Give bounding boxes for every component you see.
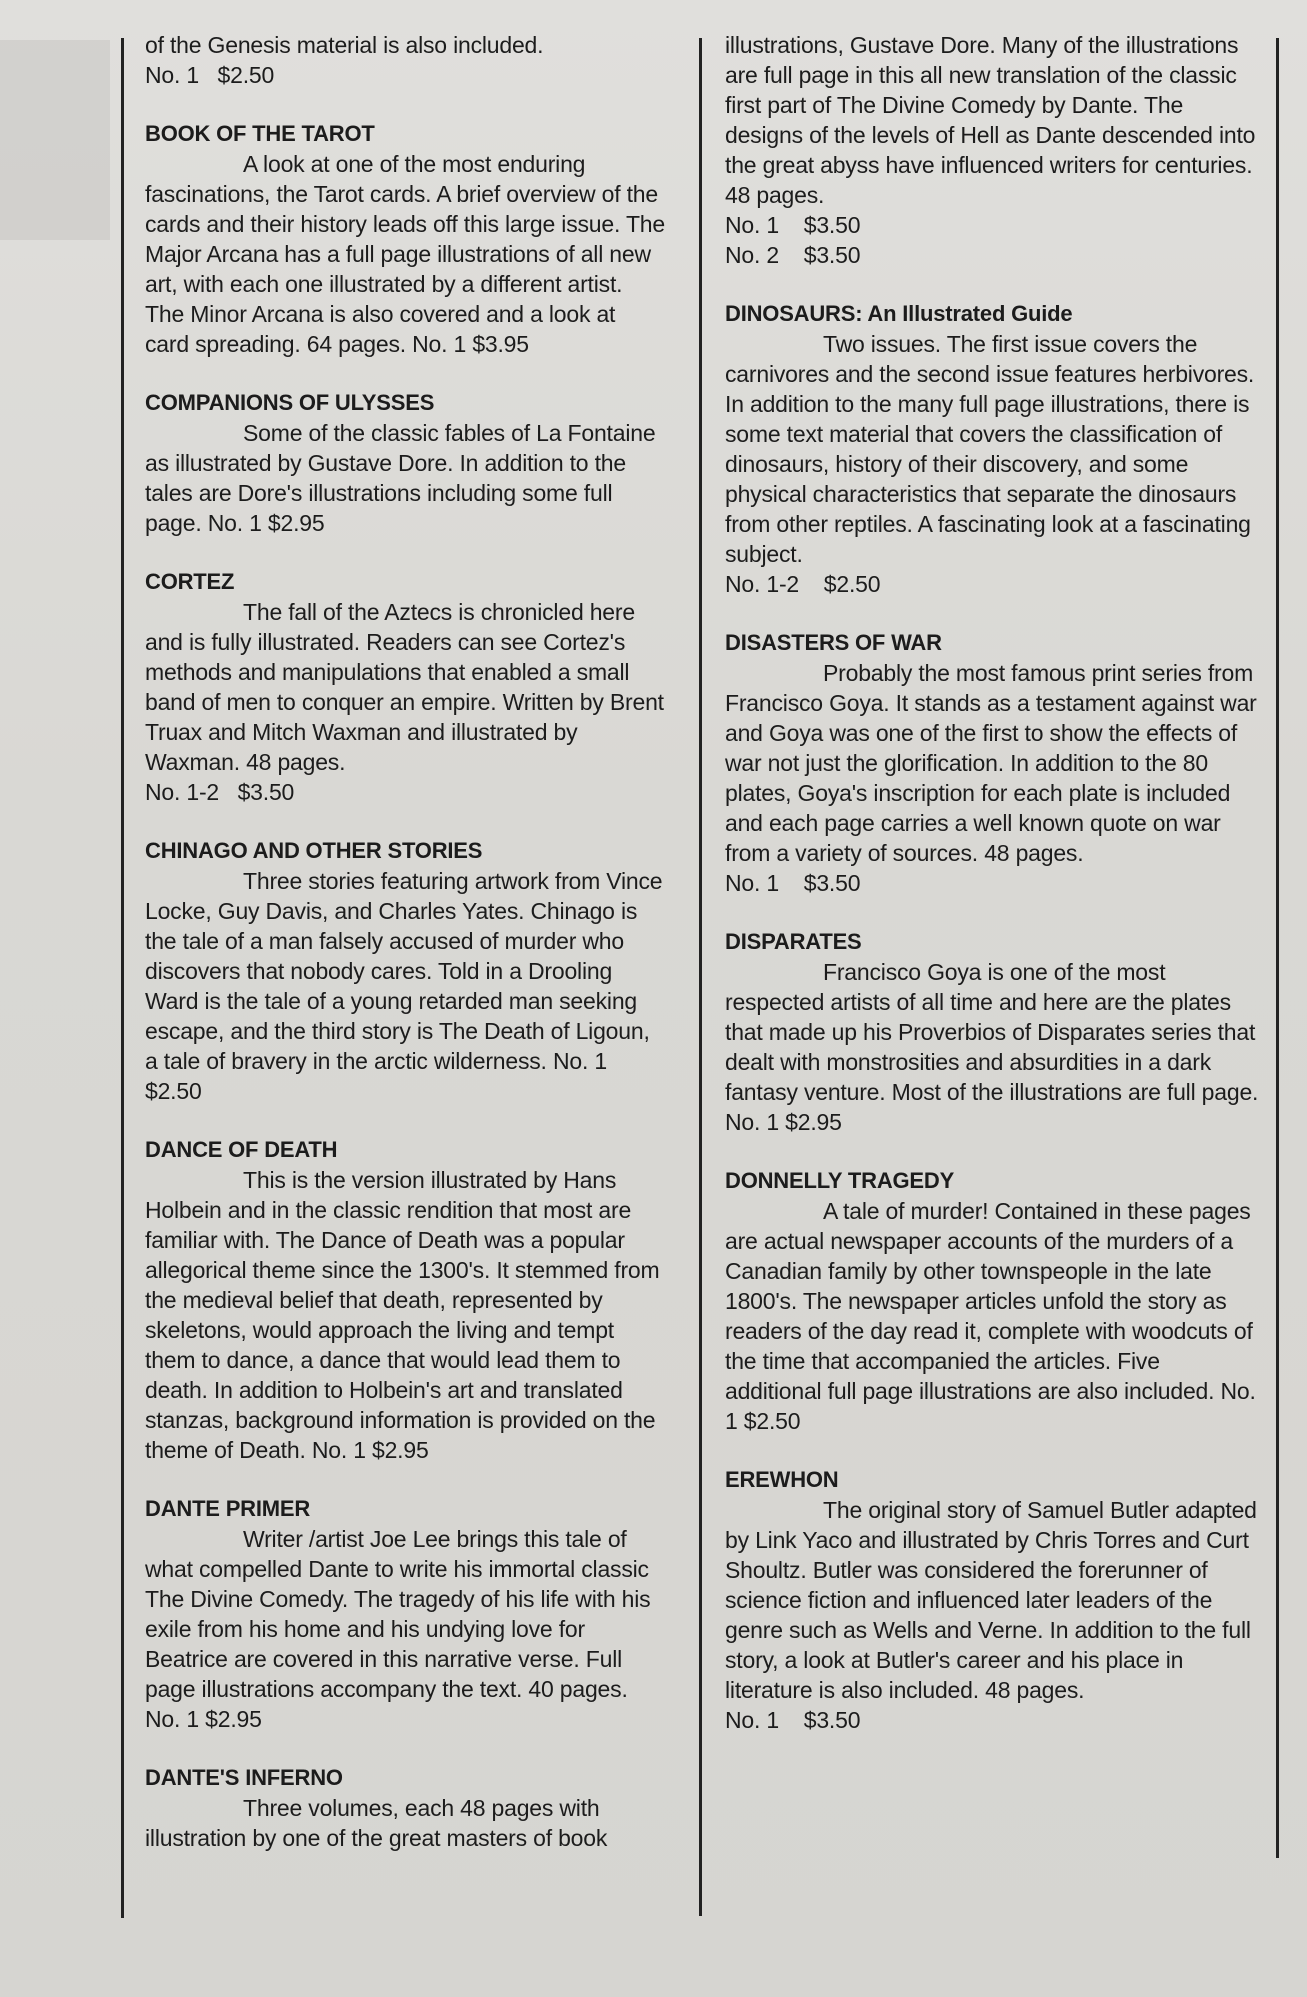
entry-title: EREWHON: [725, 1467, 839, 1492]
right-column: [725, 30, 1260, 1764]
entry-description: A look at one of the most enduring fascinations, the Tarot cards. A brief overview of the cards and their history leads off this large issue. The Major Arcana has a full page illustrations of all new art, with each one illustrated by a different artist. The Minor Arcana is also covered and a look at card spreading. 64 pages. No. 1 $3.95: [145, 151, 665, 357]
catalog-entry: [145, 388, 665, 538]
entry-description: The fall of the Aztecs is chronicled here and is fully illustrated. Readers can see Cortez's methods and manipulations that enabled a small band of men to conquer an empire. Written by Brent Truax and Mitch Waxman and illustrated by Waxman. 48 pages.: [145, 599, 664, 775]
right-column-rule: [1276, 38, 1279, 1858]
catalog-entry: [725, 927, 1260, 1137]
entry-title: DANCE OF DEATH: [145, 1137, 338, 1162]
right-lead: [725, 30, 1260, 270]
catalog-entry: [145, 1494, 665, 1734]
catalog-entry: [725, 1166, 1260, 1436]
entry-price: No. 1-2 $2.50: [725, 571, 881, 597]
entry-description: A tale of murder! Contained in these pages are actual newspaper accounts of the murders of a Canadian family by other townspeople in the late 1800's. The newspaper articles unfold the story as readers of the day read it, complete with woodcuts of the time that accompanied the articles. Five additional full page illustrations are also included. No. 1 $2.50: [725, 1198, 1256, 1434]
entry-description: Three stories featuring artwork from Vince Locke, Guy Davis, and Charles Yates. Chinago is the tale of a man falsely accused of murder who discovers that nobody cares. Told in a Drooling Ward is the tale of a young retarded man seeking escape, and the third story is The Death of Ligoun, a tale of bravery in the arctic wilderness. No. 1 $2.50: [145, 868, 663, 1104]
catalog-entry: [725, 628, 1260, 898]
catalog-entry: [145, 567, 665, 807]
entry-description: Probably the most famous print series from Francisco Goya. It stands as a testament against war and Goya was one of the first to show the effects of war not just the glorification. In addition to the 80 plates, Goya's inscription for each plate is included and each page carries a well known quote on war from a variety of sources. 48 pages.: [725, 660, 1257, 866]
entry-description: This is the version illustrated by Hans Holbein and in the classic rendition that most are familiar with. The Dance of Death was a popular allegorical theme since the 1300's. It stemmed from the medieval belief that death, represented by skeletons, would approach the living and tempt them to dance, a dance that would lead them to death. In addition to Holbein's art and translated stanzas, background information is provided on the theme of Death. No. 1 $2.95: [145, 1167, 660, 1463]
catalog-entry: [725, 299, 1260, 599]
entry-title: DISASTERS OF WAR: [725, 630, 942, 655]
catalog-entry: [145, 836, 665, 1106]
left-column: [145, 30, 665, 1882]
entry-description: Francisco Goya is one of the most respected artists of all time and here are the plates that made up his Proverbios of Disparates series that dealt with monstrosities and absurdities in a dark fantasy venture. Most of the illustrations are full page. No. 1 $2.95: [725, 959, 1259, 1135]
left-lead-text: of the Genesis material is also included.: [145, 32, 544, 58]
entry-price: No. 1 $3.50: [725, 1707, 861, 1733]
left-lead-price: No. 1 $2.50: [145, 62, 275, 88]
entry-title: DINOSAURS: An Illustrated Guide: [725, 301, 1073, 326]
catalog-entry: [725, 1465, 1260, 1735]
background-shade: [0, 40, 110, 240]
catalog-entry: [145, 119, 665, 359]
catalog-entry: [145, 1763, 665, 1853]
entry-description: Three volumes, each 48 pages with illustration by one of the great masters of book: [145, 1795, 608, 1851]
entry-title: CORTEZ: [145, 569, 235, 594]
entry-title: DANTE PRIMER: [145, 1496, 311, 1521]
left-entries: [145, 119, 665, 1853]
entry-description: The original story of Samuel Butler adapted by Link Yaco and illustrated by Chris Torres and Curt Shoultz. Butler was considered the forerunner of science fiction and influenced later leaders of the genre such as Wells and Verne. In addition to the full story, a look at Butler's career and his place in literature is also included. 48 pages.: [725, 1497, 1257, 1703]
right-entries: [725, 299, 1260, 1735]
entry-description: Writer /artist Joe Lee brings this tale of what compelled Dante to write his immortal classic The Divine Comedy. The tragedy of his life with his exile from his home and his undying love for Beatrice are covered in this narrative verse. Full page illustrations accompany the text. 40 pages. No. 1 $2.95: [145, 1526, 651, 1732]
entry-title: DANTE'S INFERNO: [145, 1765, 343, 1790]
entry-price: No. 1-2 $3.50: [145, 779, 295, 805]
entry-description: Two issues. The first issue covers the carnivores and the second issue features herbivores. In addition to the many full page illustrations, there is some text material that covers the classification of dinosaurs, history of their discovery, and some physical characteristics that separate the dinosaurs from other reptiles. A fascinating look at a fascinating subject.: [725, 331, 1255, 567]
left-column-rule: [121, 38, 124, 1918]
entry-title: DONNELLY TRAGEDY: [725, 1168, 955, 1193]
right-lead-price-2: No. 2 $3.50: [725, 242, 861, 268]
catalog-entry: [145, 1135, 665, 1465]
right-lead-price-1: No. 1 $3.50: [725, 212, 861, 238]
entry-title: COMPANIONS OF ULYSSES: [145, 390, 435, 415]
entry-price: No. 1 $3.50: [725, 870, 861, 896]
center-column-rule: [699, 38, 702, 1916]
right-lead-text: illustrations, Gustave Dore. Many of the illustrations are full page in this all new translation of the classic first part of The Divine Comedy by Dante. The designs of the levels of Hell as Dante descended into the great abyss have influenced writers for centuries. 48 pages.: [725, 32, 1256, 208]
left-lead: [145, 30, 665, 90]
entry-title: DISPARATES: [725, 929, 862, 954]
entry-description: Some of the classic fables of La Fontaine as illustrated by Gustave Dore. In addition to the tales are Dore's illustrations including some full page. No. 1 $2.95: [145, 420, 656, 536]
entry-title: BOOK OF THE TAROT: [145, 121, 375, 146]
entry-title: CHINAGO AND OTHER STORIES: [145, 838, 483, 863]
